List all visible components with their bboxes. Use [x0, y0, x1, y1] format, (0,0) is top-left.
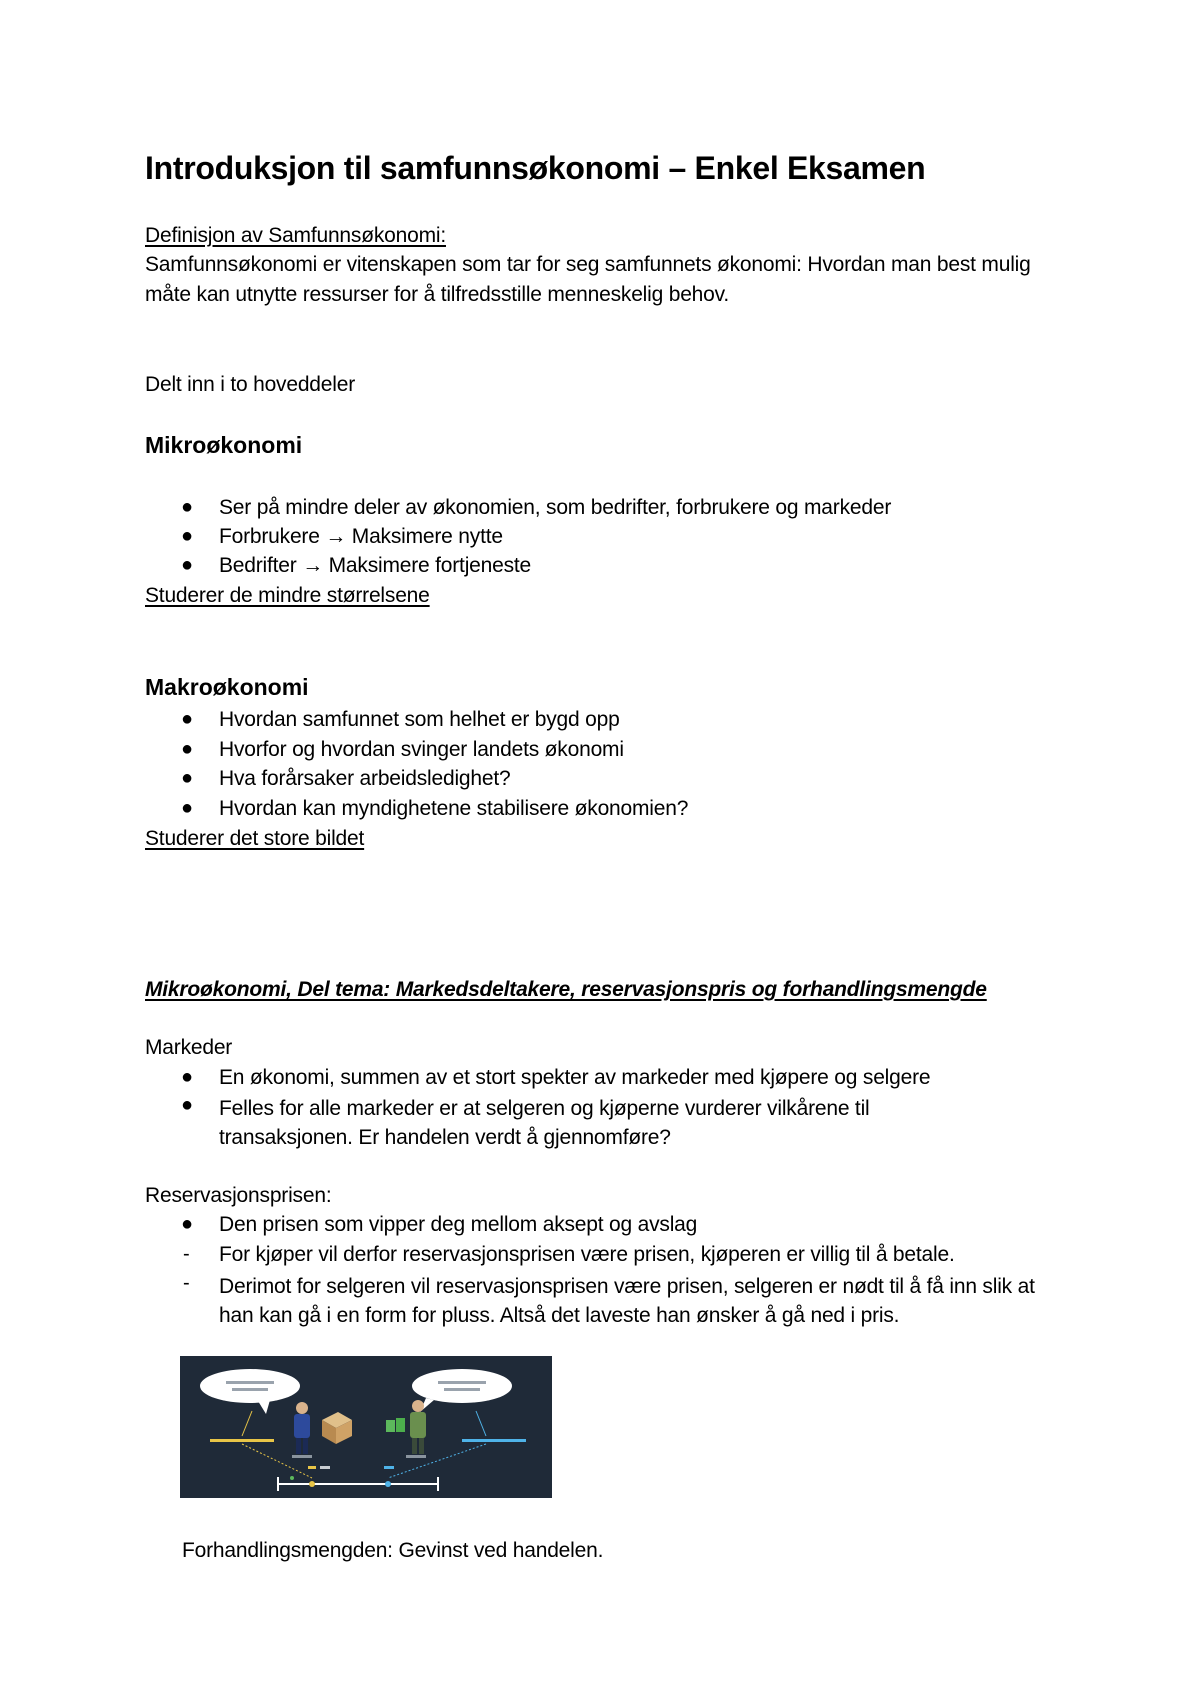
macro-heading: Makroøkonomi	[145, 674, 309, 700]
bullet-icon: ●	[181, 797, 193, 819]
bullet-icon: ●	[181, 738, 193, 760]
micro-summary: Studerer de mindre størrelsene	[145, 584, 430, 607]
dash-icon: -	[183, 1243, 190, 1265]
dash-icon: -	[183, 1272, 190, 1294]
bullet-icon: ●	[181, 525, 193, 547]
definition-heading: Definisjon av Samfunnsøkonomi:	[145, 224, 446, 247]
illustration-svg	[180, 1356, 552, 1498]
definition-text: Samfunnsøkonomi er vitenskapen som tar for seg samfunnets økonomi: Hvordan man best mulig måte kan utnytte ressurser for å tilfredsstille menneskelig behov.	[145, 253, 1031, 306]
document-page: Introduksjon til samfunnsøkonomi – Enkel Eksamen Definisjon av Samfunnsøkonomi: Samfunnsøkonomi er vitenskapen som tar for seg samfunnets økonomi: Hvordan man best mulig måte kan utnytte ressurser for å tilfredsstille menneskelig behov. Delt inn i to hoveddeler Mikroøkonomi ● Ser på mindre deler av økonomien, som bedrifter, forbrukere og markeder ● Forbrukere → Maksimere nytte ● Bedrifter → Maksimere fortjeneste Studerer de mindre størrelsene Makroøkonomi ● Hvordan samfunnet som helhet er bygd opp ● Hvorfor og hvordan svinger landets økonomi ● Hva forårsaker arbeidsledighet? ● Hvordan kan myndighetene stabilisere økonomien? Studerer det store bildet Mikroøkonomi, Del tema: Markedsdeltakere, reservasjonspris og forhandlingsmengde Markeder ● En økonomi, summen av et stort spekter av markeder med kjøpere og selgere ● Felles for alle markeder er at selgeren og kjøperne vurderer vilkårene til transaksjonen. Er handelen verdt å gjennomføre? Reservasjonsprisen: ● Den prisen som vipper deg mellom aksept og avslag - For kjøper vil derfor reservasjonsprisen være prisen, kjøperen er villig til å betale. - Derimot for selgeren vil reservasjonsprisen være prisen, selgeren er nødt til å få inn slik at han kan gå i en form for pluss. Altså det laveste han ønsker å gå ned i pris. Forhandlingsmengden: Gevinst ved handelen.	[0, 0, 1200, 1698]
page-title: Introduksjon til samfunnsøkonomi – Enkel Eksamen	[145, 150, 926, 186]
bullet-icon: ●	[181, 554, 193, 576]
bullet-icon: ●	[181, 708, 193, 730]
bullet-icon: ●	[181, 767, 193, 789]
bullet-icon: ●	[181, 1213, 193, 1235]
figure-caption: Forhandlingsmengden: Gevinst ved handelen.	[182, 1539, 604, 1562]
micro-heading: Mikroøkonomi	[145, 432, 303, 458]
bullet-icon: ●	[181, 1094, 193, 1116]
macro-summary: Studerer det store bildet	[145, 827, 365, 850]
topic-heading: Mikroøkonomi, Del tema: Markedsdeltakere, reservasjonspris og forhandlingsmengde	[145, 978, 987, 1001]
bullet-icon: ●	[181, 496, 193, 518]
bullet-icon: ●	[181, 1066, 193, 1088]
buyer-seller-illustration	[180, 1356, 552, 1498]
buyer-speech-bubble	[200, 1369, 300, 1403]
reservation-heading: Reservasjonsprisen:	[145, 1184, 332, 1207]
seller-speech-bubble	[412, 1369, 512, 1403]
markets-heading: Markeder	[145, 1036, 233, 1059]
split-intro: Delt inn i to hoveddeler	[145, 373, 355, 396]
